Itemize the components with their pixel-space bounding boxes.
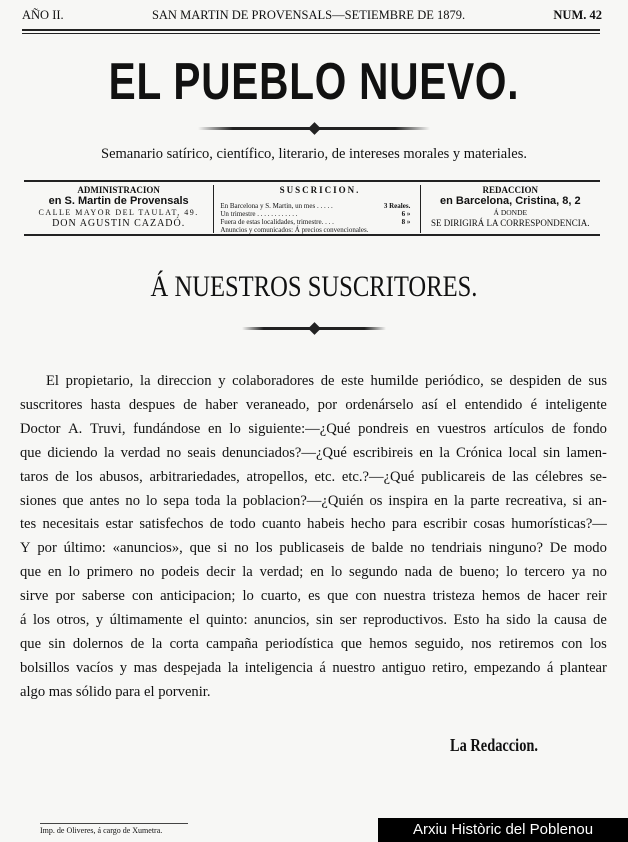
text-line: taros de los abusos, arbitrariedades, atropellos, etc. etc.?—¿Qué publicareis de las célebres se- <box>20 468 607 485</box>
administracion-person: DON AGUSTIN CAZADÓ. <box>52 218 186 229</box>
redaccion-note: SE DIRIGIRÁ LA CORRESPONDENCIA. <box>431 218 590 228</box>
article-heading: Á NUESTROS SUSCRITORES. <box>150 270 478 303</box>
article-body <box>20 370 607 705</box>
price-value: 8 » <box>401 218 411 226</box>
text-line: siones que antes no lo sepa toda la poblacion?—¿Quién os inspira en la parte recreativa, si an- <box>20 492 607 509</box>
price-value: 3 Reales. <box>383 202 411 210</box>
administracion-label: ADMINISTRACION <box>77 185 160 195</box>
text-line: suscritores hasta despues de haber veraneado, por ordenárselo así el entendido é inteligente <box>20 396 607 413</box>
price-row <box>220 210 410 218</box>
text-line: que sin dolernos de la corta campaña periodística que hemos seguido, nos retiremos con los <box>20 635 607 652</box>
text-line: que en lo primero no podeis decir la verdad; en lo segundo nada de bueno; lo tercero ya no <box>20 564 607 581</box>
text-line: á los otros, y últimamente el quinto: anuncios, sin ser reproductivos. Esto ha sido la causa de <box>20 612 607 629</box>
price-item: Un trimestre . . . . . . . . . . . . <box>220 210 298 218</box>
divider <box>22 29 600 31</box>
redaccion-where: Á DONDE <box>493 208 528 217</box>
text-line: El propietario, la direccion y colaboradores de este humilde periódico, se despiden de sus <box>46 373 607 389</box>
year-label: AÑO II. <box>22 8 64 22</box>
signature: La Redaccion. <box>450 735 538 755</box>
divider <box>24 180 600 182</box>
administracion-place: en S. Martin de Provensals <box>48 195 189 207</box>
administracion-street: CALLE MAYOR DEL TAULAT, 49. <box>38 208 199 217</box>
divider <box>24 234 600 236</box>
newspaper-subtitle: Semanario satírico, científico, literario, de intereses morales y materiales. <box>101 146 527 162</box>
price-row <box>220 226 410 234</box>
price-row <box>220 218 410 226</box>
text-line: que diciendo la verdad no seais denunciados?—¿Qué escribireis en la Crónica local sin lamen- <box>20 444 607 461</box>
masthead-top-line <box>22 8 602 23</box>
text-line: Y por último: «anuncios», que si no los publicaseis de balde no tendriais ninguno? De modo <box>20 540 607 557</box>
newspaper-title: EL PUEBLO NUEVO. <box>108 53 520 111</box>
price-value: 6 » <box>401 210 411 218</box>
text-line: algo mas sólido para el porvenir. <box>20 683 211 700</box>
text-line: tes necesitais estar satisfechos de todo cuanto habeis hecho para escribir cosas humorísticas?— <box>20 516 607 533</box>
redaccion-column <box>421 185 600 233</box>
price-item: Fuera de estas localidades, trimestre. . . . <box>220 218 334 226</box>
ornament-divider <box>198 127 430 130</box>
administracion-column <box>24 185 214 233</box>
info-box <box>24 185 600 233</box>
price-item: En Barcelona y S. Martin, un mes . . . . . <box>220 202 333 210</box>
divider <box>22 33 600 34</box>
text-line: bolsillos vacíos y mas despejada la inteligencia á nuestro antiguo retiro, empezando á plantear <box>20 659 607 676</box>
ornament-divider <box>242 327 386 330</box>
suscricion-label: SUSCRICION. <box>279 185 361 195</box>
price-row <box>220 202 410 210</box>
price-item: Anuncios y comunicados: Á precios convencionales. <box>220 226 369 234</box>
redaccion-place: en Barcelona, Cristina, 8, 2 <box>440 195 581 207</box>
suscricion-column <box>214 185 420 233</box>
redaccion-label: REDACCION <box>482 185 539 195</box>
issue-number: NUM. 42 <box>553 8 602 22</box>
place-date: SAN MARTIN DE PROVENSALS—SETIEMBRE DE 1879. <box>151 8 466 22</box>
archive-watermark: Arxiu Històric del Poblenou <box>378 818 628 842</box>
imprint: Imp. de Oliveres, á cargo de Xumetra. <box>40 823 188 835</box>
text-line: sirve por saberse con anticipacion; lo cuarto, es que con nuestra tristeza hemos de hacer reir <box>20 588 607 605</box>
text-line: Doctor A. Truvi, fundándose en lo siguiente:—¿Qué pondreis en vuestros artículos de fondo <box>20 420 607 437</box>
